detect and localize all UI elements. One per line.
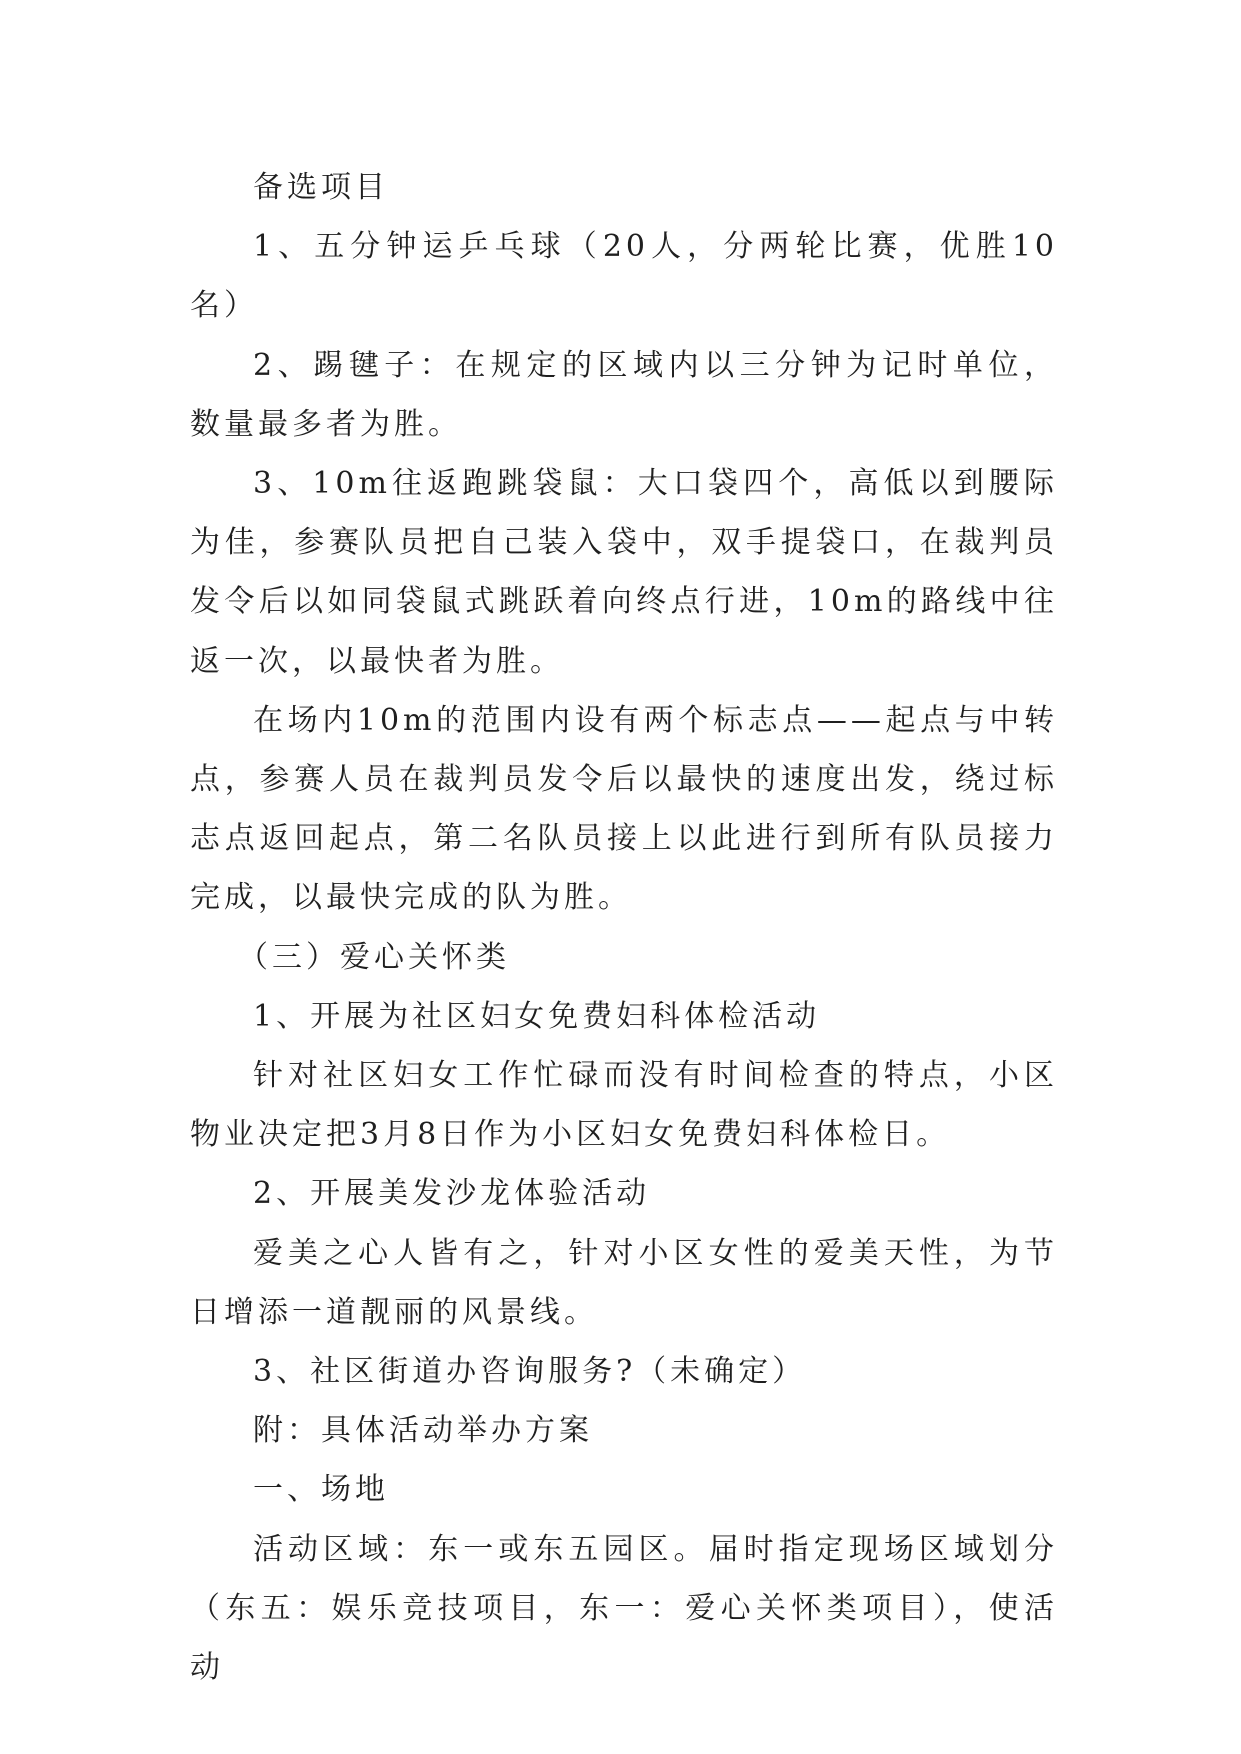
paragraph-venue-detail: 活动区域：东一或东五园区。届时指定现场区域划分（东五：娱乐竞技项目，东一：爱心关怀类项目），使活动 (190, 1531, 1058, 1686)
paragraph-venue-heading: 一、场地 (253, 1472, 389, 1508)
paragraph-salon-detail: 爱美之心人皆有之，针对小区女性的爱美天性，为节日增添一道靓丽的风景线。 (190, 1235, 1058, 1330)
paragraph-item-salon: 2、开展美发沙龙体验活动 (253, 1176, 651, 1212)
paragraph-item-consulting: 3、社区街道办咨询服务?（未确定） (253, 1354, 807, 1390)
document-body (190, 158, 1058, 1697)
paragraph-appendix-title: 附：具体活动举办方案 (253, 1413, 593, 1449)
paragraph-item-kangaroo-jump: 3、10m往返跑跳袋鼠：大口袋四个，高低以到腰际为佳，参赛队员把自己装入袋中，双手提袋口，在裁判员发令后以如同袋鼠式跳跃着向终点行进，10m的路线中往返一次，以最快者为胜。 (190, 466, 1058, 679)
paragraph-item-health-check: 1、开展为社区妇女免费妇科体检活动 (253, 998, 821, 1034)
paragraph-heading-optional-items: 备选项目 (253, 170, 389, 205)
paragraph-item-ping-pong: 1、五分钟运乒乓球（20人，分两轮比赛，优胜10名） (190, 229, 1058, 324)
paragraph-relay-rules: 在场内10m的范围内设有两个标志点——起点与中转点，参赛人员在裁判员发令后以最快的速度出发，绕过标志点返回起点，第二名队员接上以此进行到所有队员接力完成，以最快完成的队为胜。 (190, 702, 1058, 916)
paragraph-item-shuttlecock: 2、踢毽子：在规定的区域内以三分钟为记时单位，数量最多者为胜。 (190, 347, 1058, 442)
paragraph-section-care: （三）爱心关怀类 (238, 939, 510, 975)
paragraph-health-check-detail: 针对社区妇女工作忙碌而没有时间检查的特点，小区物业决定把3月8日作为小区妇女免费妇科体检日。 (190, 1058, 1058, 1153)
